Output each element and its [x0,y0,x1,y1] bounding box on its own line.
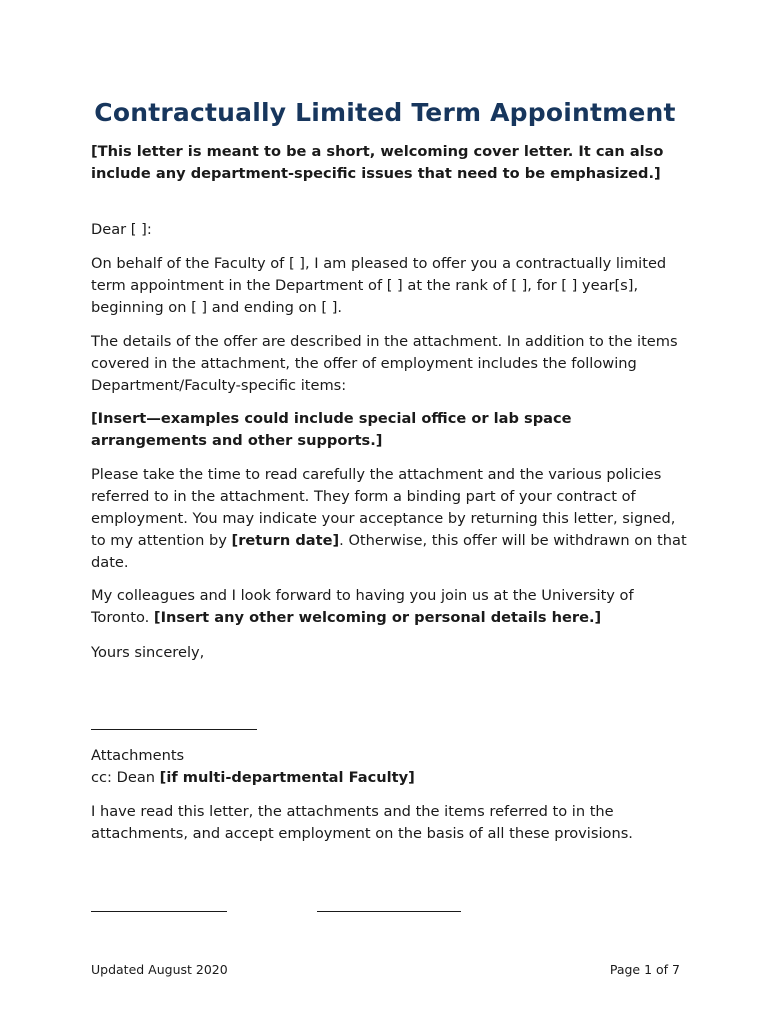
welcome-paragraph-text: My colleagues and I look forward to having you join us at the University of Toronto. [91,587,634,626]
welcome-paragraph [91,585,691,629]
attachments-label: Attachments [91,747,185,764]
acceptance-date-line [317,911,461,912]
insert-items-note: [Insert—examples could include special office or lab space arrangements and other supports.] [91,410,572,449]
salutation: Dear [ ]: [91,221,152,238]
read-attachment-paragraph [91,464,691,574]
insert-welcome-note: [Insert any other welcoming or personal details here.] [153,609,602,626]
offer-paragraph: On behalf of the Faculty of [ ], I am pleased to offer you a contractually limited term appointment in the Department of [ ] at the rank of [ ], for [ ] year[s], beginning on [ ] and ending on [ ]. [91,255,667,316]
closing: Yours sincerely, [91,644,205,661]
footer-updated: Updated August 2020 [91,962,228,977]
footer-page-number: Page 1 of 7 [609,962,680,977]
signature-line [91,729,257,730]
cc-note: [if multi-departmental Faculty] [159,769,415,786]
details-paragraph: The details of the offer are described in the attachment. In addition to the items covered in the attachment, the offer of employment includes the following Department/Faculty-specific items: [91,333,678,394]
read-paragraph-text-end: . Otherwise, this offer will be withdrawn on that date. [91,532,687,571]
intro-note: [This letter is meant to be a short, welcoming cover letter. It can also include any department-specific issues that need to be emphasized.] [91,143,664,182]
cc-label: cc: Dean [91,769,160,786]
acceptance-signature-line [91,911,227,912]
document-title: Contractually Limited Term Appointment [94,98,676,127]
acceptance-paragraph: I have read this letter, the attachments and the items referred to in the attachments, and accept employment on the basis of all these provisions. [91,803,633,842]
read-paragraph-text: Please take the time to read carefully the attachment and the various policies referred to in the attachment. They form a binding part of your contract of employment. You may indicate your acceptance by returning this letter, signed, to my attention by [91,466,676,549]
cc-line [91,767,691,789]
return-date-placeholder: [return date] [231,532,340,549]
